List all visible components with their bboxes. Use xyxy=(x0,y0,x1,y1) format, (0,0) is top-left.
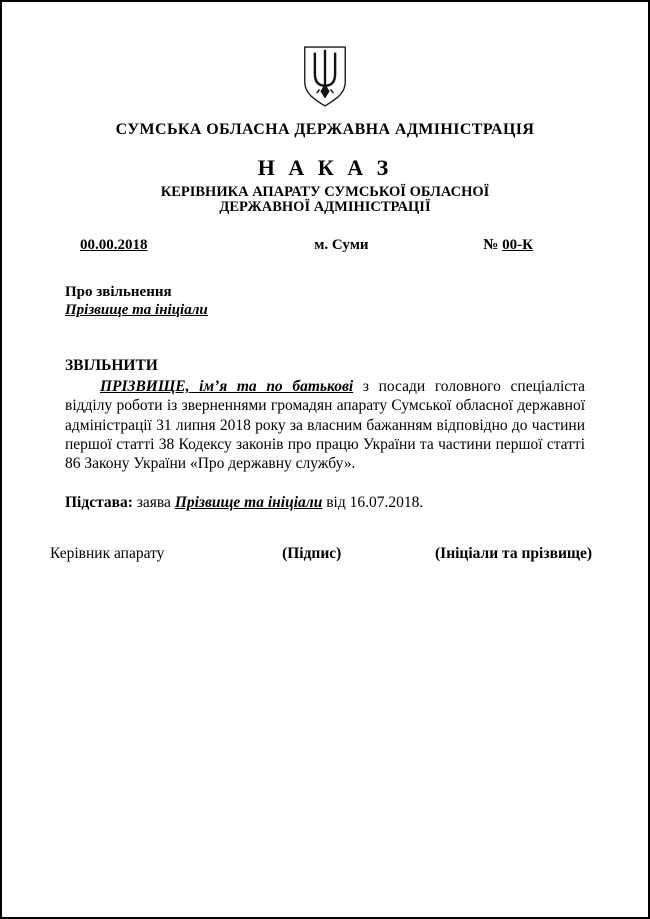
subject-line: Про звільнення xyxy=(65,284,172,300)
issuer-line-2: ДЕРЖАВНОЇ АДМІНІСТРАЦІЇ xyxy=(219,199,431,215)
subject-block xyxy=(65,284,585,319)
number-value: 00-К xyxy=(502,237,533,253)
paragraph-text: з посади головного спеціаліста відділу роботи із зверненнями громадян апарату Сумської обласної державної адміністрації 31 липня 2018 року за власним бажанням відповідно до частини першої статті 38 Кодексу законів про працю України та частини першої статті 86 Закону України «Про державну службу». xyxy=(65,378,585,473)
basis-text-1: заява xyxy=(132,494,175,512)
signature-row xyxy=(2,545,648,563)
number-sign: № xyxy=(483,237,503,253)
ukraine-trident-coat-of-arms-icon xyxy=(302,45,348,108)
basis-line xyxy=(65,494,585,512)
document-type-title: Н А К А З xyxy=(257,155,393,180)
document-number xyxy=(483,237,533,254)
action-word: ЗВІЛЬНИТИ xyxy=(65,357,158,374)
document-date: 00.00.2018 xyxy=(80,237,148,253)
basis-label: Підстава: xyxy=(65,494,133,512)
person-name: ПРІЗВИЩЕ, ім’я та по батькові xyxy=(100,378,354,395)
basis-person-name: Прізвище та ініціали xyxy=(174,494,323,512)
issuer-line-1: КЕРІВНИКА АПАРАТУ СУМСЬКОЇ ОБЛАСНОЇ xyxy=(160,184,490,200)
body-paragraph xyxy=(65,377,585,473)
organization-title: СУМСЬКА ОБЛАСНА ДЕРЖАВНА АДМІНІСТРАЦІЯ xyxy=(115,121,535,138)
signature-name-placeholder: (Ініціали та прізвище) xyxy=(435,545,592,563)
emblem-container xyxy=(2,45,648,108)
subject-person-name: Прізвище та ініціали xyxy=(65,301,208,318)
signature-position: Керівник апарату xyxy=(50,545,165,563)
signature-sign-placeholder: (Підпис) xyxy=(282,545,342,563)
meta-row xyxy=(2,237,648,254)
basis-text-2: від 16.07.2018. xyxy=(322,494,424,512)
issuer-subtitle xyxy=(2,185,648,215)
document-place: м. Суми xyxy=(314,237,369,253)
